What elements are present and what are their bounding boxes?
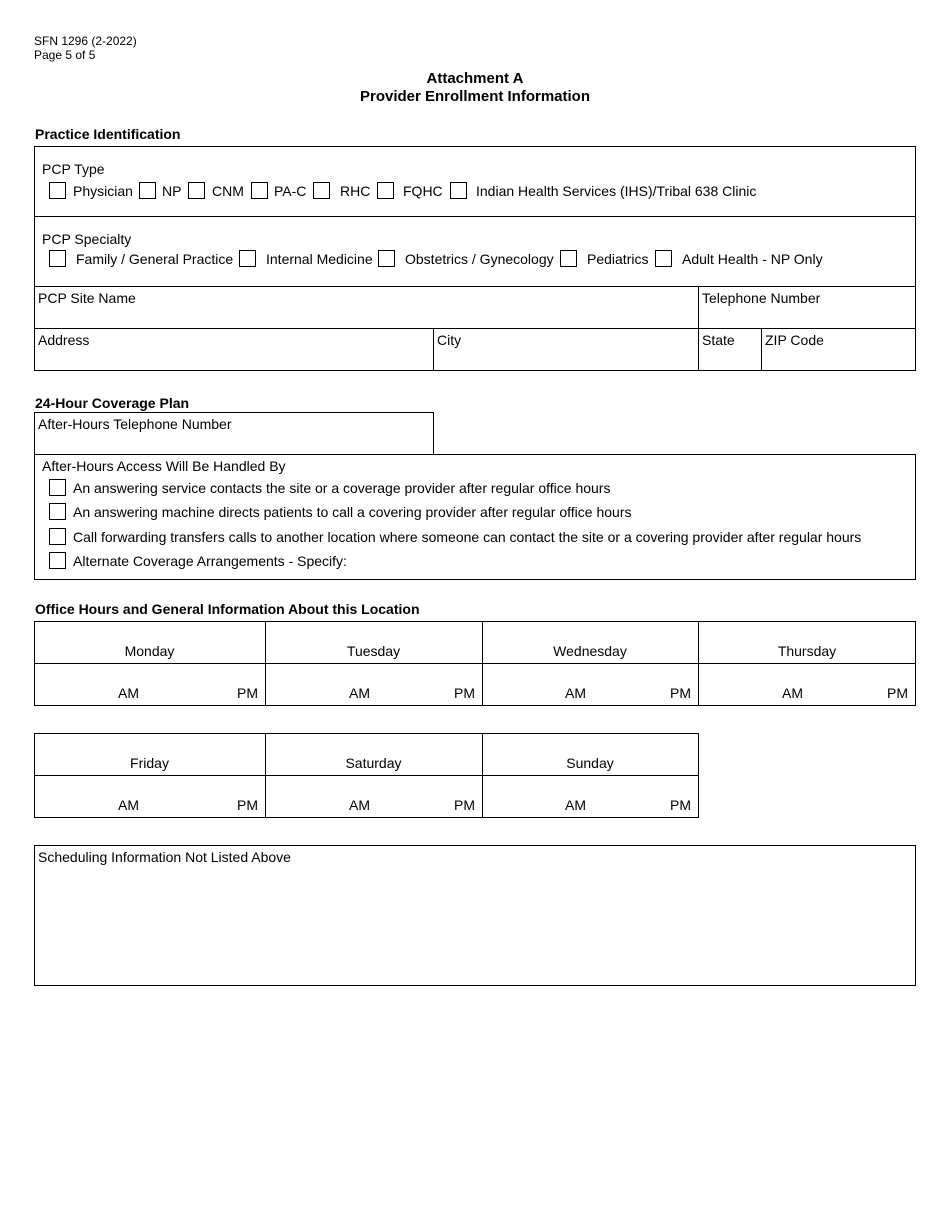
pcp-type-option-label: CNM	[212, 183, 244, 199]
divider	[265, 621, 266, 706]
wednesday-am-field[interactable]: AM	[565, 685, 586, 701]
page-number: Page 5 of 5	[34, 48, 96, 62]
specialty-obgyn-checkbox[interactable]	[378, 250, 395, 267]
saturday-am-field[interactable]: AM	[349, 797, 370, 813]
page-subtitle: Provider Enrollment Information	[359, 88, 591, 105]
tuesday-am-field[interactable]: AM	[349, 685, 370, 701]
specialty-option-label: Pediatrics	[587, 251, 649, 267]
pcp-type-physician-checkbox[interactable]	[49, 182, 66, 199]
day-sunday: Sunday	[566, 755, 614, 771]
thursday-pm-field[interactable]: PM	[887, 685, 908, 701]
zip-code-field[interactable]: ZIP Code	[765, 332, 824, 348]
pcp-type-label: PCP Type	[42, 161, 105, 177]
day-wednesday: Wednesday	[553, 643, 627, 659]
divider	[34, 216, 916, 217]
saturday-pm-field[interactable]: PM	[454, 797, 475, 813]
divider	[482, 733, 483, 818]
call-forwarding-checkbox[interactable]	[49, 528, 66, 545]
divider	[482, 621, 483, 706]
after-hours-phone-field[interactable]: After-Hours Telephone Number	[38, 416, 232, 432]
day-saturday: Saturday	[345, 755, 402, 771]
coverage-option-label: Call forwarding transfers calls to another location where someone can contact the site or a covering provider after regular hours	[73, 529, 862, 545]
monday-am-field[interactable]: AM	[118, 685, 139, 701]
city-field[interactable]: City	[437, 332, 462, 348]
day-thursday: Thursday	[777, 643, 837, 659]
divider	[433, 328, 434, 370]
pcp-type-ihs-checkbox[interactable]	[450, 182, 467, 199]
friday-am-field[interactable]: AM	[118, 797, 139, 813]
pcp-type-pa-c-checkbox[interactable]	[251, 182, 268, 199]
specialty-family-checkbox[interactable]	[49, 250, 66, 267]
specialty-option-label: Family / General Practice	[76, 251, 234, 267]
pcp-type-np-checkbox[interactable]	[139, 182, 156, 199]
pcp-type-fqhc-checkbox[interactable]	[377, 182, 394, 199]
pcp-type-rhc-checkbox[interactable]	[313, 182, 330, 199]
alternate-coverage-checkbox[interactable]	[49, 552, 66, 569]
day-friday: Friday	[130, 755, 169, 771]
specialty-pediatrics-checkbox[interactable]	[560, 250, 577, 267]
divider	[34, 328, 916, 329]
friday-pm-field[interactable]: PM	[237, 797, 258, 813]
pcp-type-option-label: Indian Health Services (IHS)/Tribal 638 Clinic	[476, 183, 757, 199]
divider	[698, 286, 699, 370]
divider	[698, 621, 699, 706]
address-field[interactable]: Address	[38, 332, 90, 348]
tuesday-pm-field[interactable]: PM	[454, 685, 475, 701]
site-name-field[interactable]: PCP Site Name	[38, 290, 136, 306]
divider	[265, 733, 266, 818]
coverage-section-title: 24-Hour Coverage Plan	[35, 395, 190, 411]
coverage-option-label: Alternate Coverage Arrangements - Specify:	[73, 553, 347, 569]
state-field[interactable]: State	[702, 332, 735, 348]
divider	[761, 328, 762, 370]
day-monday: Monday	[124, 643, 175, 659]
thursday-am-field[interactable]: AM	[782, 685, 803, 701]
pcp-type-cnm-checkbox[interactable]	[188, 182, 205, 199]
divider	[34, 775, 699, 776]
coverage-option-label: An answering service contacts the site or a coverage provider after regular office hours	[73, 480, 611, 496]
sunday-pm-field[interactable]: PM	[670, 797, 691, 813]
scheduling-info-field[interactable]: Scheduling Information Not Listed Above	[38, 849, 291, 865]
divider	[34, 286, 916, 287]
specialty-internal-medicine-checkbox[interactable]	[239, 250, 256, 267]
pcp-specialty-label: PCP Specialty	[42, 231, 132, 247]
answering-service-checkbox[interactable]	[49, 479, 66, 496]
divider	[34, 663, 916, 664]
practice-section-title: Practice Identification	[35, 126, 181, 142]
specialty-option-label: Internal Medicine	[266, 251, 373, 267]
pcp-type-option-label: NP	[162, 183, 182, 199]
pcp-type-option-label: FQHC	[403, 183, 443, 199]
form-number: SFN 1296 (2-2022)	[34, 34, 137, 48]
specialty-option-label: Obstetrics / Gynecology	[405, 251, 554, 267]
specialty-option-label: Adult Health - NP Only	[682, 251, 823, 267]
after-hours-access-label: After-Hours Access Will Be Handled By	[42, 458, 286, 474]
specialty-adult-health-checkbox[interactable]	[655, 250, 672, 267]
pcp-type-option-label: Physician	[73, 183, 133, 199]
pcp-type-option-label: PA-C	[274, 183, 307, 199]
form-identifier	[34, 34, 137, 62]
coverage-option-label: An answering machine directs patients to call a covering provider after regular office hours	[73, 504, 632, 520]
scheduling-info-box	[34, 845, 916, 986]
telephone-field[interactable]: Telephone Number	[702, 290, 821, 306]
answering-machine-checkbox[interactable]	[49, 503, 66, 520]
sunday-am-field[interactable]: AM	[565, 797, 586, 813]
page-title: Attachment A	[426, 70, 524, 87]
day-tuesday: Tuesday	[346, 643, 401, 659]
wednesday-pm-field[interactable]: PM	[670, 685, 691, 701]
office-hours-section-title: Office Hours and General Information About this Location	[35, 601, 420, 617]
monday-pm-field[interactable]: PM	[237, 685, 258, 701]
pcp-type-option-label: RHC	[340, 183, 371, 199]
